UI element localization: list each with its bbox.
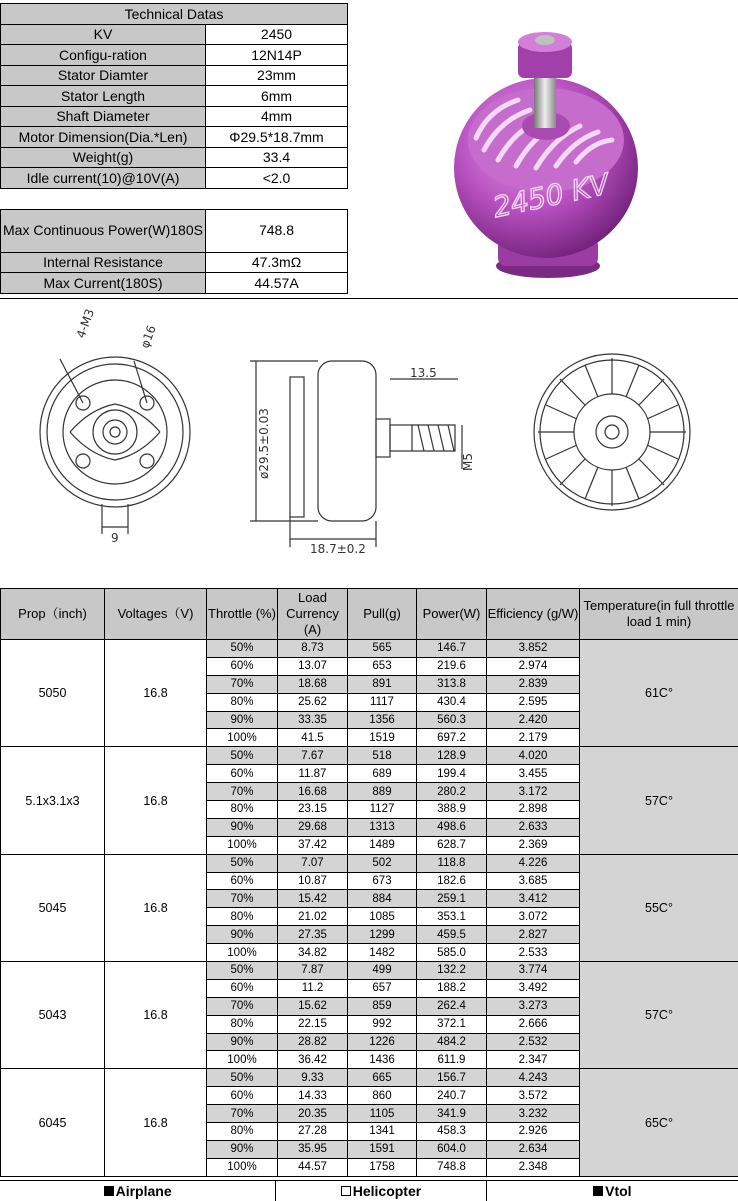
data-cell: 80% — [207, 1015, 278, 1033]
data-cell: 499 — [348, 962, 417, 980]
diameter-label: ø29.5±0.03 — [257, 408, 271, 479]
prop-cell: 6045 — [1, 1069, 105, 1176]
technical-drawing — [0, 299, 738, 589]
data-cell: 128.9 — [417, 747, 487, 765]
footer-item-airplane: Airplane — [0, 1181, 276, 1201]
table-row — [1, 1069, 738, 1087]
data-cell: 80% — [207, 801, 278, 819]
voltage-cell: 16.8 — [105, 640, 207, 747]
prop-cell: 5043 — [1, 962, 105, 1069]
data-cell: 697.2 — [417, 729, 487, 747]
data-cell: 3.685 — [487, 872, 580, 890]
prop-cell: 5.1x3.1x3 — [1, 747, 105, 854]
data-cell: 518 — [348, 747, 417, 765]
data-cell: 372.1 — [417, 1015, 487, 1033]
voltage-cell: 16.8 — [105, 854, 207, 961]
data-cell: 2.420 — [487, 711, 580, 729]
header-row — [1, 589, 738, 640]
data-cell: 90% — [207, 711, 278, 729]
col-header: Throttle (%) — [207, 589, 278, 640]
table-row — [1, 747, 738, 765]
data-cell: 3.455 — [487, 765, 580, 783]
data-cell: 2.369 — [487, 836, 580, 854]
data-cell: 341.9 — [417, 1105, 487, 1123]
circle-label: φ16 — [138, 323, 159, 350]
data-cell: 388.9 — [417, 801, 487, 819]
data-cell: 9.33 — [278, 1069, 348, 1087]
data-cell: 11.87 — [278, 765, 348, 783]
table-row — [1, 854, 738, 872]
thread-label: M5 — [461, 453, 475, 471]
data-cell: 240.7 — [417, 1087, 487, 1105]
data-cell: 2.633 — [487, 818, 580, 836]
col-header: Power(W) — [417, 589, 487, 640]
data-cell: 21.02 — [278, 908, 348, 926]
data-cell: 1489 — [348, 836, 417, 854]
motor-photo — [348, 0, 738, 297]
data-cell: 484.2 — [417, 1033, 487, 1051]
temperature-cell: 55C° — [580, 854, 738, 961]
data-cell: 313.8 — [417, 675, 487, 693]
data-cell: 3.572 — [487, 1087, 580, 1105]
data-cell: 2.532 — [487, 1033, 580, 1051]
data-cell: 132.2 — [417, 962, 487, 980]
data-cell: 3.172 — [487, 783, 580, 801]
data-cell: 70% — [207, 783, 278, 801]
data-cell: 611.9 — [417, 1051, 487, 1069]
data-cell: 2.827 — [487, 926, 580, 944]
data-cell: 60% — [207, 1087, 278, 1105]
technical-drawing-panel — [0, 298, 738, 589]
spec-row: Idle current(10)@10V(A) <2.0 — [1, 168, 348, 189]
data-cell: 665 — [348, 1069, 417, 1087]
data-cell: 90% — [207, 926, 278, 944]
data-cell: 23.15 — [278, 801, 348, 819]
table-row — [1, 640, 738, 658]
checkbox-icon — [104, 1186, 114, 1196]
data-cell: 1436 — [348, 1051, 417, 1069]
data-cell: 4.020 — [487, 747, 580, 765]
data-cell: 2.839 — [487, 675, 580, 693]
data-cell: 7.07 — [278, 854, 348, 872]
data-cell: 2.348 — [487, 1158, 580, 1176]
data-cell: 2.179 — [487, 729, 580, 747]
spec-row: Weight(g) 33.4 — [1, 147, 348, 168]
data-cell: 1105 — [348, 1105, 417, 1123]
spec-row: Max Continuous Power(W)180S 748.8 — [1, 209, 348, 252]
data-cell: 1127 — [348, 801, 417, 819]
data-cell: 1341 — [348, 1123, 417, 1141]
prop-cell: 5045 — [1, 854, 105, 961]
data-cell: 2.666 — [487, 1015, 580, 1033]
spec-row: Motor Dimension(Dia.*Len) Φ29.5*18.7mm — [1, 127, 348, 148]
spec-title: Technical Datas — [1, 4, 348, 25]
data-cell: 604.0 — [417, 1140, 487, 1158]
data-cell: 20.35 — [278, 1105, 348, 1123]
footer-item-vtol: Vtol — [487, 1181, 738, 1201]
checkbox-icon — [341, 1186, 351, 1196]
data-cell: 219.6 — [417, 657, 487, 675]
data-cell: 80% — [207, 693, 278, 711]
data-cell: 36.42 — [278, 1051, 348, 1069]
data-cell: 2.926 — [487, 1123, 580, 1141]
temperature-cell: 57C° — [580, 962, 738, 1069]
data-cell: 3.072 — [487, 908, 580, 926]
data-cell: 1356 — [348, 711, 417, 729]
data-cell: 100% — [207, 836, 278, 854]
data-cell: 60% — [207, 657, 278, 675]
data-cell: 859 — [348, 997, 417, 1015]
length-label: 18.7±0.2 — [310, 542, 366, 556]
data-cell: 889 — [348, 783, 417, 801]
data-cell: 259.1 — [417, 890, 487, 908]
data-cell: 10.87 — [278, 872, 348, 890]
data-cell: 50% — [207, 747, 278, 765]
data-cell: 748.8 — [417, 1158, 487, 1176]
data-cell: 2.533 — [487, 944, 580, 962]
width-label: 9 — [111, 531, 119, 545]
prop-cell: 5050 — [1, 640, 105, 747]
checkbox-icon — [593, 1186, 603, 1196]
data-cell: 15.62 — [278, 997, 348, 1015]
temperature-cell: 61C° — [580, 640, 738, 747]
data-cell: 2.634 — [487, 1140, 580, 1158]
shaft-length-label: 13.5 — [410, 366, 437, 380]
side-view — [250, 361, 462, 547]
data-cell: 565 — [348, 640, 417, 658]
data-cell: 657 — [348, 979, 417, 997]
data-cell: 689 — [348, 765, 417, 783]
data-cell: 3.492 — [487, 979, 580, 997]
voltage-cell: 16.8 — [105, 747, 207, 854]
col-header: Load Currency (A) — [278, 589, 348, 640]
data-cell: 60% — [207, 872, 278, 890]
spec-row: Stator Length 6mm — [1, 86, 348, 107]
data-cell: 860 — [348, 1087, 417, 1105]
col-header: Efficiency (g/W) — [487, 589, 580, 640]
data-cell: 1226 — [348, 1033, 417, 1051]
data-cell: 100% — [207, 729, 278, 747]
data-cell: 50% — [207, 1069, 278, 1087]
data-cell: 50% — [207, 962, 278, 980]
data-cell: 70% — [207, 997, 278, 1015]
top-view — [534, 354, 690, 510]
data-cell: 653 — [348, 657, 417, 675]
col-header: Prop（inch) — [1, 589, 105, 640]
footer — [0, 1180, 738, 1201]
data-cell: 100% — [207, 944, 278, 962]
bolt-label: 4-M3 — [74, 307, 97, 340]
data-cell: 280.2 — [417, 783, 487, 801]
data-cell: 25.62 — [278, 693, 348, 711]
data-cell: 4.243 — [487, 1069, 580, 1087]
data-cell: 884 — [348, 890, 417, 908]
spec-row: Stator Diamter 23mm — [1, 65, 348, 86]
spec-row: Shaft Diameter 4mm — [1, 106, 348, 127]
data-cell: 27.35 — [278, 926, 348, 944]
data-cell: 28.82 — [278, 1033, 348, 1051]
data-cell: 33.35 — [278, 711, 348, 729]
data-cell: 13.07 — [278, 657, 348, 675]
data-cell: 41.5 — [278, 729, 348, 747]
data-cell: 673 — [348, 872, 417, 890]
spec-row: KV 2450 — [1, 24, 348, 45]
data-cell: 22.15 — [278, 1015, 348, 1033]
data-cell: 3.273 — [487, 997, 580, 1015]
data-cell: 8.73 — [278, 640, 348, 658]
data-cell: 1085 — [348, 908, 417, 926]
data-cell: 80% — [207, 1123, 278, 1141]
data-cell: 1117 — [348, 693, 417, 711]
data-cell: 1519 — [348, 729, 417, 747]
data-cell: 70% — [207, 890, 278, 908]
data-cell: 188.2 — [417, 979, 487, 997]
data-cell: 90% — [207, 818, 278, 836]
data-cell: 50% — [207, 854, 278, 872]
table-row — [1, 962, 738, 980]
data-cell: 1591 — [348, 1140, 417, 1158]
performance-table — [0, 588, 738, 1177]
voltage-cell: 16.8 — [105, 962, 207, 1069]
data-cell: 628.7 — [417, 836, 487, 854]
data-cell: 3.232 — [487, 1105, 580, 1123]
data-cell: 60% — [207, 979, 278, 997]
bottom-view — [40, 357, 190, 534]
data-cell: 16.68 — [278, 783, 348, 801]
data-cell: 60% — [207, 765, 278, 783]
data-cell: 35.95 — [278, 1140, 348, 1158]
spec-row: Internal Resistance 47.3mΩ — [1, 252, 348, 273]
data-cell: 118.8 — [417, 854, 487, 872]
data-cell: 15.42 — [278, 890, 348, 908]
data-cell: 50% — [207, 640, 278, 658]
data-cell: 560.3 — [417, 711, 487, 729]
spec-row: Max Current(180S) 44.57A — [1, 273, 348, 294]
data-cell: 458.3 — [417, 1123, 487, 1141]
data-cell: 14.33 — [278, 1087, 348, 1105]
data-cell: 70% — [207, 675, 278, 693]
data-cell: 100% — [207, 1158, 278, 1176]
voltage-cell: 16.8 — [105, 1069, 207, 1176]
data-cell: 27.28 — [278, 1123, 348, 1141]
data-cell: 891 — [348, 675, 417, 693]
data-cell: 44.57 — [278, 1158, 348, 1176]
data-cell: 459.5 — [417, 926, 487, 944]
col-header: Pull(g) — [348, 589, 417, 640]
data-cell: 29.68 — [278, 818, 348, 836]
data-cell: 37.42 — [278, 836, 348, 854]
data-cell: 80% — [207, 908, 278, 926]
data-cell: 100% — [207, 1051, 278, 1069]
data-cell: 3.852 — [487, 640, 580, 658]
data-cell: 1313 — [348, 818, 417, 836]
spec-table — [0, 3, 348, 294]
footer-item-helicopter: Helicopter — [276, 1181, 486, 1201]
data-cell: 1758 — [348, 1158, 417, 1176]
data-cell: 2.898 — [487, 801, 580, 819]
data-cell: 7.87 — [278, 962, 348, 980]
col-header: Voltages（V) — [105, 589, 207, 640]
data-cell: 1482 — [348, 944, 417, 962]
data-cell: 2.595 — [487, 693, 580, 711]
data-cell: 353.1 — [417, 908, 487, 926]
data-cell: 199.4 — [417, 765, 487, 783]
data-cell: 1299 — [348, 926, 417, 944]
data-cell: 70% — [207, 1105, 278, 1123]
data-cell: 3.412 — [487, 890, 580, 908]
data-cell: 4.226 — [487, 854, 580, 872]
data-cell: 502 — [348, 854, 417, 872]
data-cell: 11.2 — [278, 979, 348, 997]
data-cell: 2.974 — [487, 657, 580, 675]
data-cell: 2.347 — [487, 1051, 580, 1069]
data-cell: 18.68 — [278, 675, 348, 693]
spec-row: Configu-ration 12N14P — [1, 45, 348, 66]
data-cell: 156.7 — [417, 1069, 487, 1087]
data-cell: 146.7 — [417, 640, 487, 658]
data-cell: 430.4 — [417, 693, 487, 711]
data-cell: 3.774 — [487, 962, 580, 980]
data-cell: 992 — [348, 1015, 417, 1033]
col-header: Temperature(in full throttle load 1 min) — [580, 589, 738, 640]
data-cell: 498.6 — [417, 818, 487, 836]
temperature-cell: 57C° — [580, 747, 738, 854]
temperature-cell: 65C° — [580, 1069, 738, 1176]
data-cell: 262.4 — [417, 997, 487, 1015]
data-cell: 34.82 — [278, 944, 348, 962]
motor-engraving: 2450 KV — [490, 167, 614, 224]
data-cell: 585.0 — [417, 944, 487, 962]
data-cell: 182.6 — [417, 872, 487, 890]
data-cell: 7.67 — [278, 747, 348, 765]
data-cell: 90% — [207, 1033, 278, 1051]
data-cell: 90% — [207, 1140, 278, 1158]
